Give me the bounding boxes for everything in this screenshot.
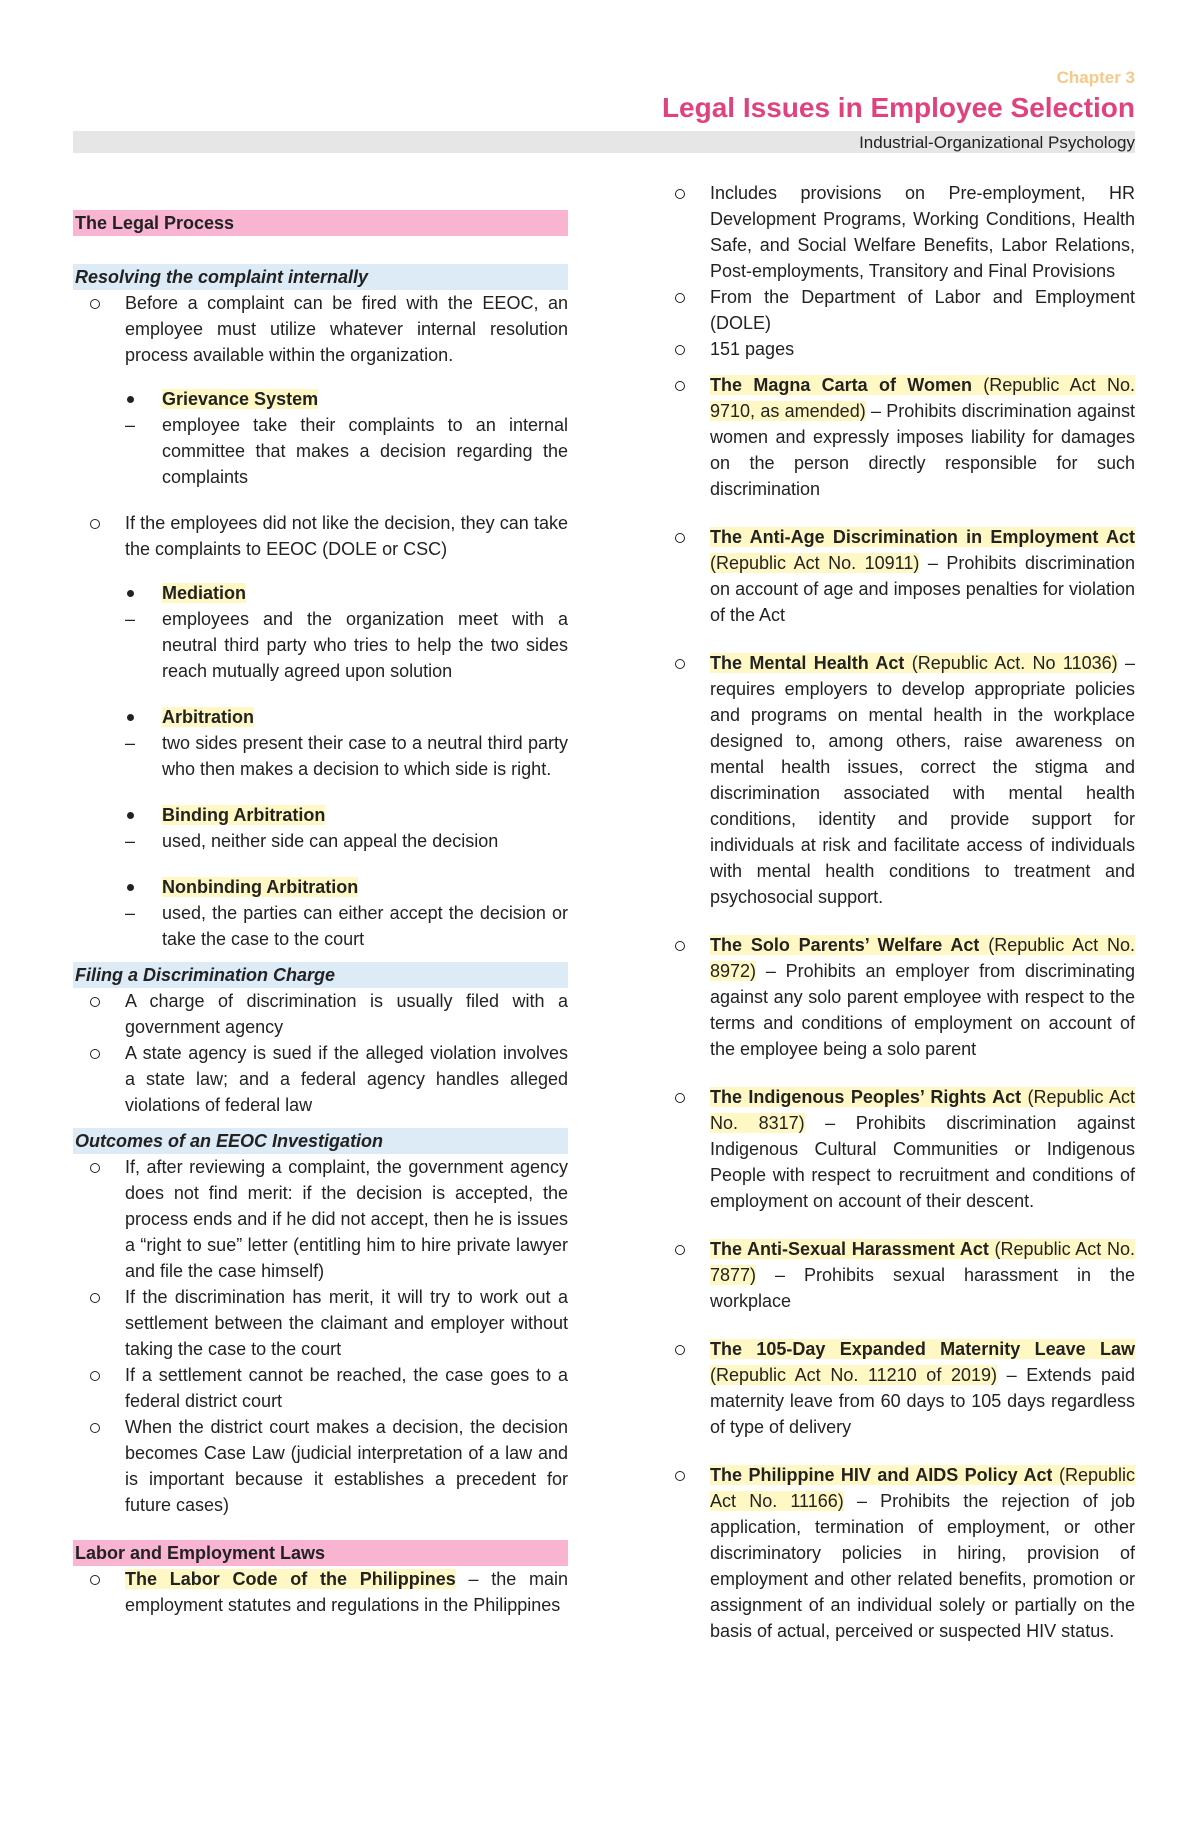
dash-icon: – — [125, 415, 136, 435]
law-description: – Prohibits discrimination against women and expressly imposes liability for damages on the person directly responsible for such discrimination — [710, 401, 1135, 499]
law-name: The Anti-Age Discrimination in Employment Act — [710, 527, 1135, 547]
law-reference: (Republic Act No. 11210 of 2019) — [710, 1365, 997, 1385]
dash-icon: – — [125, 831, 136, 851]
term-block-nonbinding — [73, 874, 568, 952]
term-nonbinding-arbitration: Nonbinding Arbitration — [162, 877, 359, 897]
subsection-title-filing: Filing a Discrimination Charge — [73, 962, 568, 988]
subject-label: Industrial-Organizational Psychology — [859, 133, 1135, 152]
law-name: The Solo Parents’ Welfare Act — [710, 935, 980, 955]
law-name: The Philippine HIV and AIDS Policy Act — [710, 1465, 1053, 1485]
list-item: A state agency is sued if the alleged violation involves a state law; and a federal agency handles alleged violations of federal law — [73, 1040, 568, 1118]
bullet-icon — [127, 714, 134, 721]
bullet-icon — [127, 812, 134, 819]
list-item: If a settlement cannot be reached, the case goes to a federal district court — [73, 1362, 568, 1414]
labor-list — [73, 1566, 568, 1618]
list-item: Includes provisions on Pre-employment, HR Development Programs, Working Conditions, Health Safe, and Social Welfare Benefits, Labor Relations, Post-employments, Transitory and Final Provisions — [658, 180, 1135, 284]
law-item — [658, 1336, 1135, 1440]
resolving-list-2 — [73, 510, 568, 562]
law-item — [658, 1084, 1135, 1214]
law-item — [658, 372, 1135, 502]
bullet-icon — [127, 590, 134, 597]
law-item — [658, 1462, 1135, 1644]
law-description: – Prohibits the rejection of job application, termination of employment, or other discriminatory policies in hiring, provision of employment and other related benefits, promotion or assignment of an individual solely or partially on the basis of actual, perceived or suspected HIV status. — [710, 1491, 1135, 1641]
term-description: employees and the organization meet with a neutral third party who tries to help the two sides reach mutually agreed upon solution — [162, 609, 568, 681]
law-reference: (Republic Act No. 8317) — [710, 1087, 1135, 1133]
list-item: If the discrimination has merit, it will try to work out a settlement between the claimant and employer without taking the case to the court — [73, 1284, 568, 1362]
term-description: employee take their complaints to an internal committee that makes a decision regarding the complaints — [162, 415, 568, 487]
law-name: The Anti-Sexual Harassment Act — [710, 1239, 989, 1259]
resolving-list — [73, 290, 568, 368]
labor-code-details-list — [658, 180, 1135, 362]
subject-bar — [73, 131, 1135, 153]
law-description: – Prohibits an employer from discriminating against any solo parent employee with respect to the terms and conditions of employment on account of the employee being a solo parent — [710, 961, 1135, 1059]
list-item: From the Department of Labor and Employment (DOLE) — [658, 284, 1135, 336]
law-description: – Prohibits sexual harassment in the workplace — [710, 1265, 1135, 1311]
list-item: A charge of discrimination is usually filed with a government agency — [73, 988, 568, 1040]
outcomes-list — [73, 1154, 568, 1518]
term-block-binding — [73, 802, 568, 854]
law-item — [658, 932, 1135, 1062]
dash-icon: – — [125, 609, 136, 629]
law-description: – requires employers to develop appropriate policies and programs on mental health in the workplace designed to, among others, raise awareness on mental health issues, correct the stigma and discrimination associated with mental health conditions, identity and provide support for individuals at risk and facilitate access of individuals with mental health conditions to treatment and psychosocial support. — [710, 653, 1136, 907]
law-item — [658, 524, 1135, 628]
law-name: The Labor Code of the Philippines — [125, 1569, 456, 1589]
law-reference: (Republic Act No. 8972) — [710, 935, 1136, 981]
term-binding-arbitration: Binding Arbitration — [162, 805, 326, 825]
law-reference: (Republic Act. No 11036) — [904, 653, 1118, 673]
term-block-grievance — [73, 386, 568, 490]
term-description: used, the parties can either accept the decision or take the case to the court — [162, 903, 568, 949]
law-description: – Prohibits discrimination against Indigenous Cultural Communities or Indigenous People with respect to recruitment and conditions of employment on account of their descent. — [710, 1113, 1135, 1211]
page-header — [73, 68, 1135, 153]
term-arbitration: Arbitration — [162, 707, 254, 727]
list-item — [73, 1566, 568, 1618]
bullet-icon — [127, 396, 134, 403]
right-column — [658, 180, 1135, 1666]
subsection-title-outcomes: Outcomes of an EEOC Investigation — [73, 1128, 568, 1154]
law-item — [658, 1236, 1135, 1314]
filing-list — [73, 988, 568, 1118]
bullet-icon — [127, 884, 134, 891]
left-column — [73, 210, 568, 1618]
law-reference: (Republic Act No. 7877) — [710, 1239, 1135, 1285]
list-item: When the district court makes a decision, the decision becomes Case Law (judicial interpretation of a law and is important because it establishes a precedent for future cases) — [73, 1414, 568, 1518]
term-description: two sides present their case to a neutral third party who then makes a decision to which side is right. — [162, 733, 568, 779]
law-name: The Indigenous Peoples’ Rights Act — [710, 1087, 1022, 1107]
term-description: used, neither side can appeal the decision — [162, 831, 499, 851]
list-item: Before a complaint can be fired with the EEOC, an employee must utilize whatever internal resolution process available within the organization. — [73, 290, 568, 368]
term-grievance-system: Grievance System — [162, 389, 319, 409]
laws-list — [658, 372, 1135, 1644]
law-description: – Prohibits discrimination on account of age and imposes penalties for violation of the Act — [710, 553, 1135, 625]
section-title-legal-process: The Legal Process — [73, 210, 568, 236]
dash-icon: – — [125, 733, 136, 753]
list-item: If the employees did not like the decision, they can take the complaints to EEOC (DOLE or CSC) — [73, 510, 568, 562]
term-block-arbitration — [73, 704, 568, 782]
law-reference: (Republic Act No. 9710, as amended) — [710, 375, 1135, 421]
law-item — [658, 650, 1135, 910]
subsection-title-resolving: Resolving the complaint internally — [73, 264, 568, 290]
law-reference: (Republic Act No. 11166) — [710, 1465, 1135, 1511]
law-name: The 105-Day Expanded Maternity Leave Law — [710, 1339, 1135, 1359]
section-title-labor-laws: Labor and Employment Laws — [73, 1540, 568, 1566]
page-title: Legal Issues in Employee Selection — [661, 92, 1135, 123]
term-mediation: Mediation — [162, 583, 246, 603]
dash-icon: – — [125, 903, 136, 923]
law-name: The Mental Health Act — [710, 653, 905, 673]
law-description: – Extends paid maternity leave from 60 days to 105 days regardless of type of delivery — [710, 1365, 1135, 1437]
term-block-mediation — [73, 580, 568, 684]
list-item: If, after reviewing a complaint, the government agency does not find merit: if the decision is accepted, the process ends and if he did not accept, then he is issues a “right to sue” letter (entitling him to hire private lawyer and file the case himself) — [73, 1154, 568, 1284]
law-name: The Magna Carta of Women — [710, 375, 972, 395]
law-description: – the main employment statutes and regulations in the Philippines — [125, 1569, 568, 1615]
law-reference: (Republic Act No. 10911) — [710, 553, 920, 573]
list-item: 151 pages — [658, 336, 1135, 362]
chapter-label: Chapter 3 — [1056, 68, 1135, 87]
